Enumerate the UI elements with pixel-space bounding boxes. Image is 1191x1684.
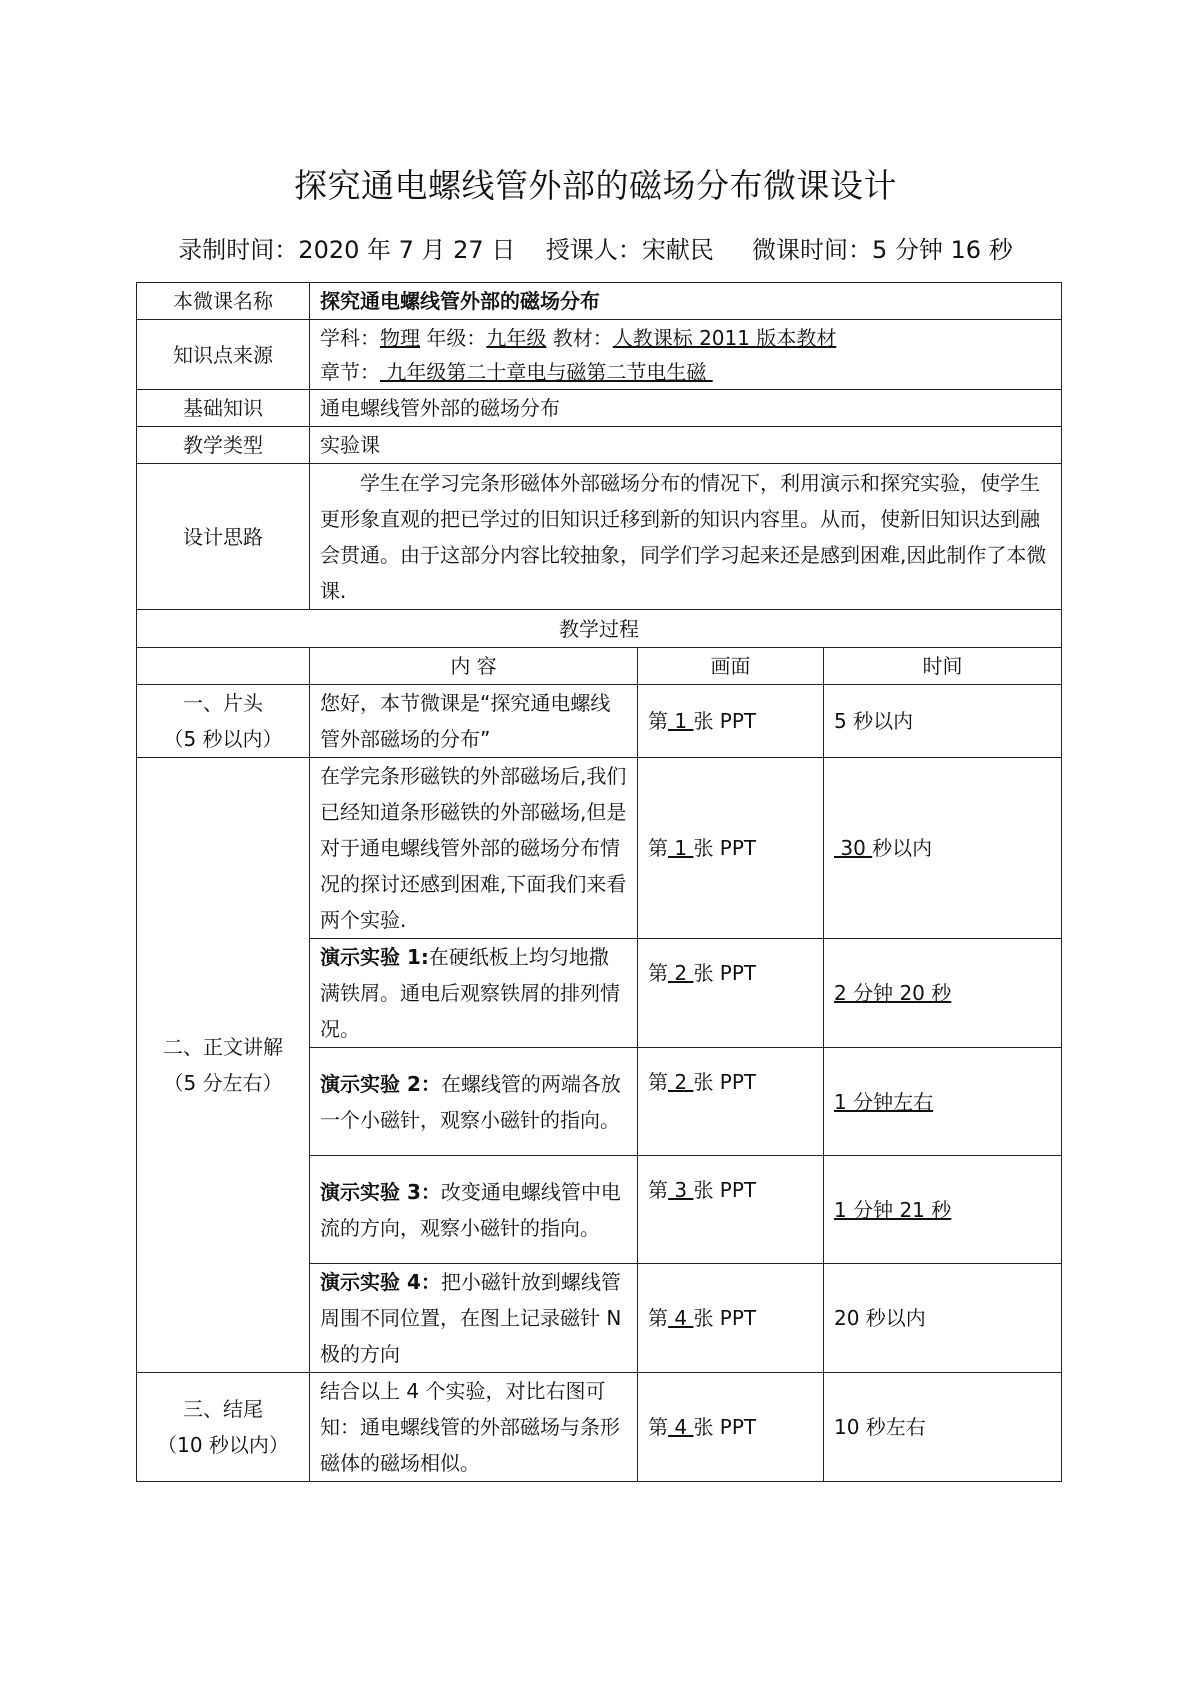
source-cell: [310, 320, 1062, 390]
ppt-pre: 第: [648, 1178, 668, 1202]
chapter-value: 九年级第二十章电与磁第二节电生磁: [380, 359, 713, 384]
source-label: 知识点来源: [137, 320, 310, 390]
basic-value: 通电螺线管外部的磁场分布: [310, 390, 1062, 427]
ppt-post: 张 PPT: [693, 961, 757, 985]
row-bold: 演示实验 3：: [320, 1179, 441, 1204]
row-text: 在螺线管的两端各放一个小磁针，观察小磁针的指向。: [320, 1071, 621, 1132]
row-content: [310, 1156, 638, 1264]
meta-line: [0, 234, 1191, 266]
ppt-pre: 第: [648, 1306, 668, 1330]
row-text: 结合以上 4 个实验，对比右图可知：通电螺线管的外部磁场与条形磁体的磁场相似。: [320, 1379, 620, 1475]
table-row: [137, 283, 1062, 320]
type-label: 教学类型: [137, 427, 310, 464]
subject-line: [320, 321, 1051, 355]
table-row: [137, 427, 1062, 464]
table-row: [137, 648, 1062, 685]
row-ppt: [638, 685, 824, 758]
ppt-num: 1: [668, 709, 694, 733]
row-content: [310, 939, 638, 1048]
row-ppt: [638, 1264, 824, 1373]
row-text: 您好，本节微课是“探究通电螺线管外部磁场的分布”: [320, 691, 611, 751]
section-name: 三、结尾: [183, 1397, 263, 1421]
row-ppt: [638, 1048, 824, 1156]
row-text: 在学完条形磁铁的外部磁场后,我们已经知道条形磁铁的外部磁场,但是对于通电螺线管外部的磁场分布情况的探讨还感到困难,下面我们来看两个实验.: [320, 764, 627, 932]
record-label: 录制时间：: [178, 236, 299, 264]
type-value: 实验课: [310, 427, 1062, 464]
row-text: 在硬纸板上均匀地撒满铁屑。通电后观察铁屑的排列情况。: [320, 945, 620, 1041]
row-time: 10 秒左右: [824, 1373, 1062, 1482]
section-label: [137, 1373, 310, 1482]
ppt-num: 3: [668, 1178, 694, 1202]
duration-value: 5 分钟 16 秒: [872, 236, 1013, 264]
row-ppt: [638, 758, 824, 939]
process-heading: 教学过程: [137, 610, 1062, 648]
table-row: [137, 758, 1062, 939]
row-bold: 演示实验 2：: [320, 1071, 441, 1096]
col-time-header: 时间: [824, 648, 1062, 685]
textbook-label: 教材：: [546, 325, 613, 350]
row-content: [310, 1048, 638, 1156]
row-content: [310, 1373, 638, 1482]
ppt-pre: 第: [648, 1070, 668, 1094]
row-time: 1 分钟左右: [824, 1048, 1062, 1156]
ppt-num: 4: [668, 1306, 694, 1330]
col-screen-header: 画面: [638, 648, 824, 685]
ppt-pre: 第: [648, 1415, 668, 1439]
chapter-line: [320, 355, 1051, 389]
duration-label: 微课时间：: [752, 236, 872, 264]
grade-label: 年级：: [420, 325, 487, 350]
textbook-value: 人教课标 2011 版本教材: [612, 325, 837, 350]
row-content: [310, 1264, 638, 1373]
subject-value: 物理: [380, 325, 420, 350]
section-name: 二、正文讲解: [163, 1035, 283, 1059]
row-bold: 演示实验 1:: [320, 945, 429, 969]
row-text: 把小磁针放到螺线管周围不同位置，在图上记录磁针 N 极的方向: [320, 1270, 622, 1366]
ppt-post: 张 PPT: [693, 836, 757, 860]
section-name: 一、片头: [183, 691, 263, 715]
section-label: [137, 685, 310, 758]
row-time: 5 秒以内: [824, 685, 1062, 758]
record-value: 2020 年 7 月 27 日: [298, 236, 516, 264]
row-content: [310, 758, 638, 939]
row-ppt: [638, 939, 824, 1048]
ppt-pre: 第: [648, 836, 668, 860]
ppt-pre: 第: [648, 709, 668, 733]
row-ppt: [638, 1156, 824, 1264]
grade-value: 九年级: [486, 325, 547, 350]
teacher-label: 授课人：: [545, 236, 642, 264]
table-row: [137, 320, 1062, 390]
design-value: 学生在学习完条形磁体外部磁场分布的情况下，利用演示和探究实验，使学生更形象直观的把已学过的旧知识迁移到新的知识内容里。从而，使新旧知识达到融会贯通。由于这部分内容比较抽象，同学们学习起来还是感到困难,因此制作了本微课.: [310, 464, 1062, 610]
row-bold: 演示实验 4：: [320, 1270, 441, 1294]
row-ppt: [638, 1373, 824, 1482]
section-label: [137, 758, 310, 1373]
page-title: 探究通电螺线管外部的磁场分布微课设计: [294, 166, 897, 205]
ppt-post: 张 PPT: [693, 709, 757, 733]
ppt-num: 2: [668, 1070, 694, 1094]
table-row: [137, 610, 1062, 648]
course-name-label: 本微课名称: [137, 283, 310, 320]
course-name: 探究通电螺线管外部的磁场分布: [310, 283, 1062, 320]
ppt-num: 1: [668, 836, 694, 860]
row-text: 改变通电螺线管中电流的方向，观察小磁针的指向。: [320, 1179, 621, 1240]
chapter-label: 章节：: [320, 359, 380, 384]
section-sub: （5 分左右）: [163, 1071, 283, 1095]
design-table: [136, 282, 1062, 1482]
section-sub: （10 秒以内）: [157, 1433, 289, 1457]
row-time: 20 秒以内: [824, 1264, 1062, 1373]
ppt-post: 张 PPT: [693, 1306, 757, 1330]
row-time: 1 分钟 21 秒: [824, 1156, 1062, 1264]
row-content: [310, 685, 638, 758]
ppt-post: 张 PPT: [693, 1070, 757, 1094]
teacher-value: 宋献民: [641, 236, 714, 264]
row-time: 2 分钟 20 秒: [824, 939, 1062, 1048]
ppt-num: 2: [668, 961, 694, 985]
time-unit: 秒以内: [872, 836, 933, 860]
section-sub: （5 秒以内）: [163, 727, 283, 751]
table-row: [137, 1373, 1062, 1482]
table-row: [137, 390, 1062, 427]
subject-label: 学科：: [320, 325, 380, 350]
design-label: 设计思路: [137, 464, 310, 610]
col-content-header: 内 容: [310, 648, 638, 685]
header-blank: [137, 648, 310, 685]
table-row: [137, 685, 1062, 758]
time-num: 30: [834, 836, 873, 860]
ppt-post: 张 PPT: [693, 1178, 757, 1202]
basic-label: 基础知识: [137, 390, 310, 427]
ppt-pre: 第: [648, 961, 668, 985]
row-time: [824, 758, 1062, 939]
ppt-post: 张 PPT: [693, 1415, 757, 1439]
table-row: [137, 464, 1062, 610]
ppt-num: 4: [668, 1415, 694, 1439]
